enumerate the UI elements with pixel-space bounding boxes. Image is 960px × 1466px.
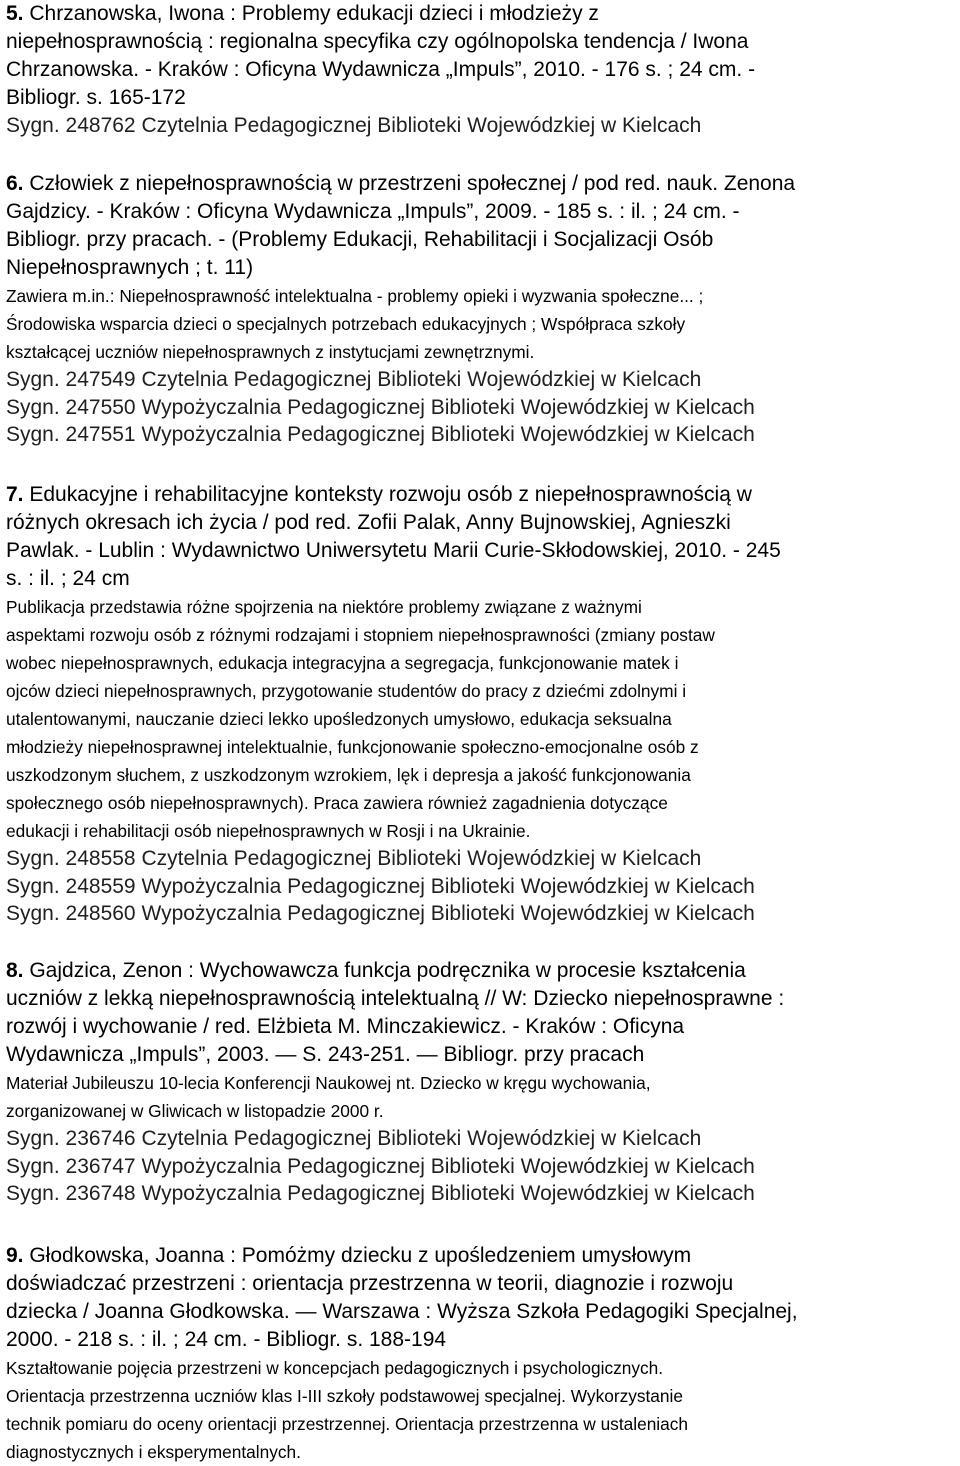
title-line: doświadczać przestrzeni : orientacja przestrzenna w teorii, diagnozie i rozwoju	[6, 1271, 734, 1295]
shelfmark-line: Sygn. 236746 Czytelnia Pedagogicznej Biblioteki Wojewódzkiej w Kielcach	[6, 1126, 702, 1150]
title-line: Gajdzicy. - Kraków : Oficyna Wydawnicza „Impuls”, 2009. - 185 s. : il. ; 24 cm. -	[6, 199, 740, 223]
note-line: Materiał Jubileuszu 10-lecia Konferencji Naukowej nt. Dziecko w kręgu wychowania,	[6, 1072, 651, 1093]
title-line: Głodkowska, Joanna : Pomóżmy dziecku z upośledzeniem umysłowym	[23, 1244, 692, 1267]
entry-notes	[6, 282, 956, 366]
entry-title	[6, 1242, 956, 1354]
shelfmark-line: Sygn. 236748 Wypożyczalnia Pedagogicznej Biblioteki Wojewódzkiej w Kielcach	[6, 1182, 755, 1206]
title-line: Chrzanowska, Iwona : Problemy edukacji dzieci i młodzieży z	[23, 2, 599, 25]
title-line: Człowiek z niepełnosprawnością w przestrzeni społecznej / pod red. nauk. Zenona	[23, 172, 796, 195]
note-line: zorganizowanej w Gliwicach w listopadzie 2000 r.	[6, 1100, 384, 1121]
entry-7	[6, 481, 956, 928]
title-line: 2000. - 218 s. : il. ; 24 cm. - Bibliogr. s. 188-194	[6, 1327, 447, 1351]
note-line: kształcącej uczniów niepełnosprawnych z instytucjami zewnętrznymi.	[6, 341, 535, 362]
note-line: aspektami rozwoju osób z różnymi rodzajami i stopniem niepełnosprawności (zmiany postaw	[6, 624, 715, 645]
entry-6	[6, 170, 956, 449]
title-line: Bibliogr. s. 165-172	[6, 85, 186, 109]
note-line: diagnostycznych i eksperymentalnych.	[6, 1441, 301, 1462]
note-line: Kształtowanie pojęcia przestrzeni w koncepcjach pedagogicznych i psychologicznych.	[6, 1357, 664, 1378]
title-line: Bibliogr. przy pracach. - (Problemy Edukacji, Rehabilitacji i Socjalizacji Osób	[6, 227, 714, 251]
entry-8	[6, 957, 956, 1208]
shelfmark-list	[6, 112, 956, 140]
note-line: Orientacja przestrzenna uczniów klas I-III szkoły podstawowej specjalnej. Wykorzystanie	[6, 1385, 683, 1406]
entry-number: 9.	[6, 1244, 24, 1267]
entry-notes	[6, 1069, 956, 1125]
shelfmark-line: Sygn. 248762 Czytelnia Pedagogicznej Biblioteki Wojewódzkiej w Kielcach	[6, 113, 702, 137]
shelfmark-line: Sygn. 248559 Wypożyczalnia Pedagogicznej Biblioteki Wojewódzkiej w Kielcach	[6, 874, 755, 898]
entry-notes	[6, 1354, 956, 1466]
title-line: Pawlak. - Lublin : Wydawnictwo Uniwersytetu Marii Curie-Skłodowskiej, 2010. - 245	[6, 538, 781, 562]
note-line: wobec niepełnosprawnych, edukacja integracyjna a segregacja, funkcjonowanie matek i	[6, 652, 679, 673]
entry-number: 8.	[6, 959, 24, 982]
entry-title	[6, 0, 956, 112]
title-line: Wydawnicza „Impuls”, 2003. — S. 243-251. — Bibliogr. przy pracach	[6, 1042, 645, 1066]
note-line: utalentowanymi, nauczanie dzieci lekko upośledzonych umysłowo, edukacja seksualna	[6, 708, 672, 729]
title-line: różnych okresach ich życia / pod red. Zofii Palak, Anny Bujnowskiej, Agnieszki	[6, 510, 731, 534]
shelfmark-line: Sygn. 236747 Wypożyczalnia Pedagogicznej Biblioteki Wojewódzkiej w Kielcach	[6, 1154, 755, 1178]
entry-title	[6, 170, 956, 282]
title-line: uczniów z lekką niepełnosprawnością intelektualną // W: Dziecko niepełnosprawne :	[6, 986, 785, 1010]
title-line: Gajdzica, Zenon : Wychowawcza funkcja podręcznika w procesie kształcenia	[23, 959, 746, 982]
note-line: technik pomiaru do oceny orientacji przestrzennej. Orientacja przestrzenna w ustaleniach	[6, 1413, 689, 1434]
entry-9	[6, 1242, 956, 1466]
entry-number: 5.	[6, 2, 24, 25]
entry-title	[6, 481, 956, 593]
note-line: uszkodzonym słuchem, z uszkodzonym wzrokiem, lęk i depresja a jakość funkcjonowania	[6, 764, 691, 785]
shelfmark-list	[6, 845, 956, 929]
note-line: młodzieży niepełnosprawnej intelektualnie, funkcjonowanie społeczno-emocjonalne osób z	[6, 736, 699, 757]
note-line: edukacji i rehabilitacji osób niepełnosprawnych w Rosji i na Ukrainie.	[6, 820, 531, 841]
shelfmark-list	[6, 1125, 956, 1209]
shelfmark-line: Sygn. 247549 Czytelnia Pedagogicznej Biblioteki Wojewódzkiej w Kielcach	[6, 367, 702, 391]
title-line: Edukacyjne i rehabilitacyjne konteksty rozwoju osób z niepełnosprawnością w	[23, 483, 752, 506]
entry-notes	[6, 593, 956, 845]
note-line: społecznego osób niepełnosprawnych). Praca zawiera również zagadnienia dotyczące	[6, 792, 668, 813]
title-line: s. : il. ; 24 cm	[6, 566, 130, 590]
entry-number: 7.	[6, 483, 24, 506]
note-line: Publikacja przedstawia różne spojrzenia na niektóre problemy związane z ważnymi	[6, 596, 642, 617]
title-line: Chrzanowska. - Kraków : Oficyna Wydawnicza „Impuls”, 2010. - 176 s. ; 24 cm. -	[6, 57, 756, 81]
note-line: Środowiska wsparcia dzieci o specjalnych potrzebach edukacyjnych ; Współpraca szkoły	[6, 313, 686, 334]
shelfmark-line: Sygn. 248560 Wypożyczalnia Pedagogicznej Biblioteki Wojewódzkiej w Kielcach	[6, 902, 755, 926]
shelfmark-line: Sygn. 247551 Wypożyczalnia Pedagogicznej Biblioteki Wojewódzkiej w Kielcach	[6, 423, 755, 447]
title-line: dziecka / Joanna Głodkowska. — Warszawa : Wyższa Szkoła Pedagogiki Specjalnej,	[6, 1299, 798, 1323]
entry-title	[6, 957, 956, 1069]
entry-5	[6, 0, 956, 140]
shelfmark-line: Sygn. 247550 Wypożyczalnia Pedagogicznej Biblioteki Wojewódzkiej w Kielcach	[6, 395, 755, 419]
note-line: ojców dzieci niepełnosprawnych, przygotowanie studentów do pracy z dziećmi zdolnymi i	[6, 680, 687, 701]
title-line: rozwój i wychowanie / red. Elżbieta M. Minczakiewicz. - Kraków : Oficyna	[6, 1014, 685, 1038]
title-line: Niepełnosprawnych ; t. 11)	[6, 255, 254, 279]
shelfmark-list	[6, 366, 956, 450]
title-line: niepełnosprawnością : regionalna specyfika czy ogólnopolska tendencja / Iwona	[6, 29, 749, 53]
entry-number: 6.	[6, 172, 24, 195]
shelfmark-line: Sygn. 248558 Czytelnia Pedagogicznej Biblioteki Wojewódzkiej w Kielcach	[6, 846, 702, 870]
note-line: Zawiera m.in.: Niepełnosprawność intelektualna - problemy opieki i wyzwania społeczne... ;	[6, 285, 704, 306]
